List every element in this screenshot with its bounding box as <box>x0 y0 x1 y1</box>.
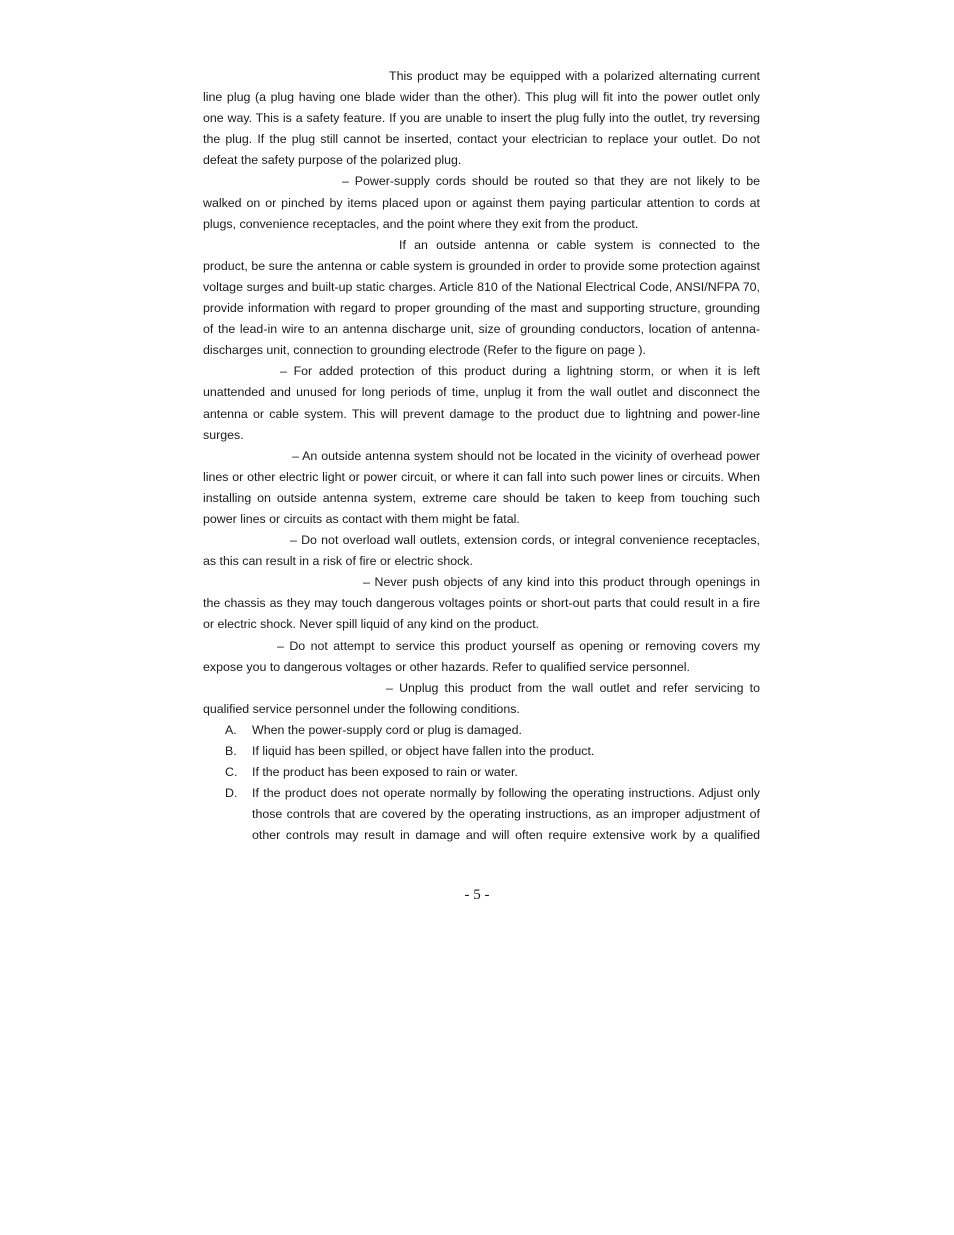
paragraph-lightning: – For added protection of this product during a lightning storm, or when it is left unattended and unused for long periods of time, unplug it from the wall outlet and disconnect the antenna or cable system. This will prevent damage to the product due to lightning and power-line surges. <box>203 364 760 442</box>
paragraph-power-cord-protection: – Power-supply cords should be routed so that they are not likely to be walked on or pinched by items placed upon or against them paying particular attention to cords at plugs, convenience receptacles, and the point where they exit from the product. <box>203 174 760 231</box>
list-marker: C. <box>225 765 238 780</box>
page-number: - 5 - <box>464 887 490 903</box>
paragraph-servicing: – Do not attempt to service this product yourself as opening or removing covers my expose you to dangerous voltages or other hazards. Refer to qualified service personnel. <box>203 638 760 674</box>
safety-instructions-body <box>203 66 760 846</box>
paragraph-power-lines: – An outside antenna system should not be located in the vicinity of overhead power lines or other electric light or power circuit, or where it can fall into such power lines or circuits. When installing on outside antenna system, extreme care should be taken to keep from touching such power lines or circuits as contact with them might be fatal. <box>203 448 760 526</box>
service-conditions-list <box>203 720 760 847</box>
paragraph-polarized-plug: This product may be equipped with a polarized alternating current line plug (a plug having one blade wider than the other). This plug will fit into the power outlet only one way. This is a safety feature. If you are unable to insert the plug fully into the outlet, try reversing the plug. If the plug still cannot be inserted, contact your electrician to replace your outlet. Do not defeat the safety purpose of the polarized plug. <box>203 69 760 168</box>
list-item-text: If the product does not operate normally by following the operating instructions. Adjust only those controls that are covered by the operating instructions, as an improper adjustment of other controls may result in damage and will often require extensive work by a qualified <box>252 786 760 843</box>
list-item-text: If liquid has been spilled, or object have fallen into the product. <box>252 744 595 758</box>
list-item <box>203 720 760 741</box>
list-marker: D. <box>225 786 238 801</box>
list-marker: A. <box>225 722 237 737</box>
list-item-text: When the power-supply cord or plug is damaged. <box>252 722 522 737</box>
list-marker: B. <box>225 744 237 758</box>
paragraph-damage-requiring-service: – Unplug this product from the wall outlet and refer servicing to qualified service personnel under the following conditions. <box>203 680 760 716</box>
paragraph-antenna-grounding: If an outside antenna or cable system is connected to the product, be sure the antenna or cable system is grounded in order to provide some protection against voltage surges and built-up static charges. Article 810 of the National Electrical Code, ANSI/NFPA 70, provide information with regard to proper grounding of the mast and supporting structure, grounding of the lead-in wire to an antenna discharge unit, size of grounding conductors, location of antenna-discharges unit, connection to grounding electrode (Refer to the figure on page ). <box>203 237 760 358</box>
list-item-text: If the product has been exposed to rain or water. <box>252 765 518 780</box>
list-item <box>203 783 760 846</box>
paragraph-object-liquid-entry: – Never push objects of any kind into this product through openings in the chassis as they may touch dangerous voltages points or short-out parts that could result in a fire or electric shock. Never spill liquid of any kind on the product. <box>203 575 760 632</box>
paragraph-overloading: – Do not overload wall outlets, extension cords, or integral convenience receptacles, as this can result in a risk of fire or electric shock. <box>203 533 760 569</box>
list-item <box>203 741 760 762</box>
list-item <box>203 762 760 783</box>
